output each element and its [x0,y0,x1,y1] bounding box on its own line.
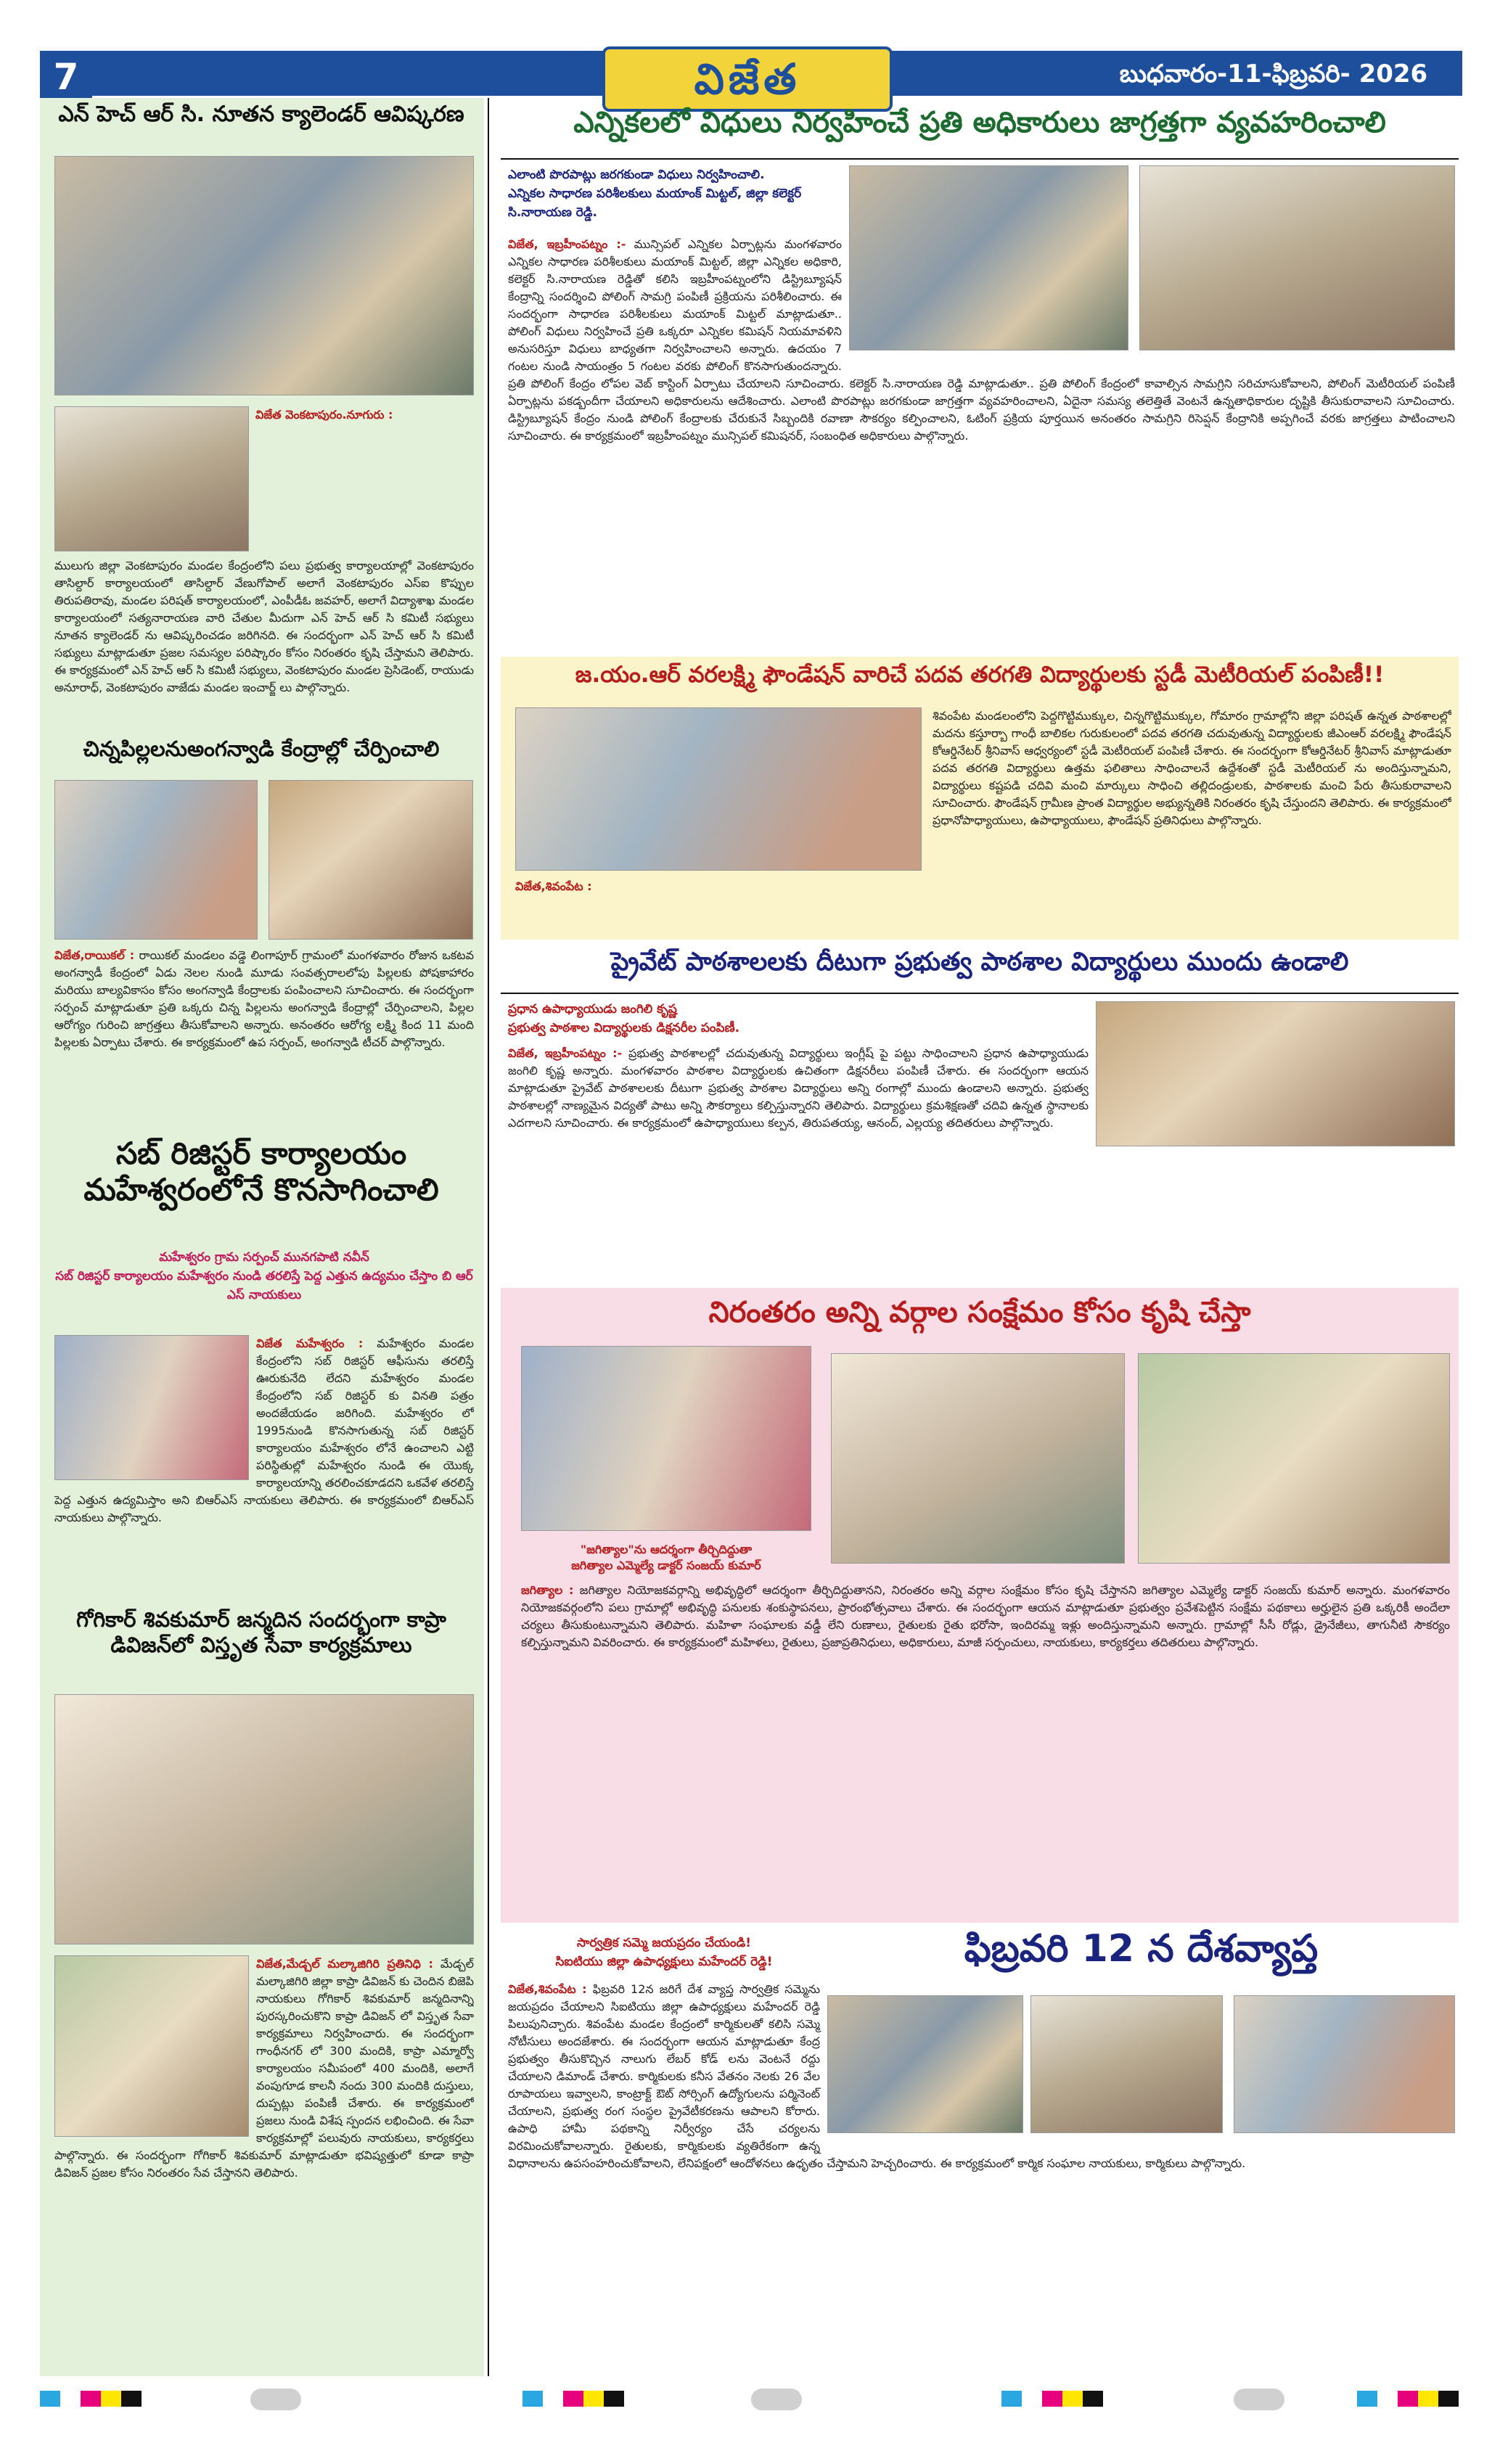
color-registration-bar [522,2391,668,2408]
dateline: విజేత, ఇబ్రహీంపట్నం :- [508,237,626,251]
headline-nhrc-calendar: ఎన్ హెచ్ ఆర్ సి. నూతన క్యాలెండర్ ఆవిష్కరణ [58,102,464,127]
photo-wrap-spacer [1089,1045,1455,1154]
headline-government-school: ప్రైవేట్ పాఠశాలలకు దీటుగా ప్రభుత్వ పాఠశాల విద్యార్థులు ముందు ఉండాలి [610,948,1349,977]
logo-text: విజేత [694,54,801,104]
photo-anganwadi-2 [269,780,473,940]
photo-wrap-spacer [515,707,933,898]
story-government-school-body [508,1045,1455,1281]
photo-wrap-spacer [54,1955,256,2143]
dateline: విజేత,మేడ్చల్ మల్కాజిగిరి ప్రతినిధి : [256,1957,433,1971]
caption-welfare: "జగిత్యాల"ను ఆదర్శంగా తీర్చిదిద్దుతా జగిత్యాల ఎమ్మెల్యే డాక్టర్ సంజయ్ కుమార్ [571,1543,761,1572]
headline-study-material: జ.యం.ఆర్ వరలక్ష్మి ఫౌండేషన్ వారిచే పదవ తరగతి విద్యార్థులకు స్టడీ మెటీరియల్ పంపిణీ!! [575,662,1385,688]
deck-sub-registrar: మహేశ్వరం గ్రామ సర్పంచ్ మునగపాటి నవీన్ సబ్ రిజిస్టర్ కార్యాలయం మహేశ్వరం నుండి తరలిస్తే పెద్ద ఎత్తున ఉద్యమం చేస్తాం బి ఆర్ ఎస్ నాయకులు [55,1250,473,1302]
magenta-swatch [81,2391,101,2407]
photo-welfare-meeting [521,1346,811,1531]
headline-service-programs: గోగికార్ శివకుమార్ జన్మదిన సందర్భంగా కాప్రా డివిజన్‌లో విస్తృత సేవా కార్యక్రమాలు [76,1607,446,1657]
story-study-material-body [515,707,1451,936]
story-election-body [508,236,1455,646]
story-text: ప్రభుత్వ పాఠశాలల్లో చదువుతున్న విద్యార్థులు ఇంగ్లీష్ పై పట్టు సాధించాలని ప్రధాన ఉపాధ్యాయుడు జంగిలి కృష్ణ అన్నారు. మంగళవారం పాఠశాల విద్యార్థులకు ఉచితంగా డిక్షనరీలు పంపిణీ చేశారు. ఈ సందర్భంగా ఆయన మాట్లాడుతూ ప్రైవేట్ పాఠశాలలకు దీటుగా ప్రభుత్వ పాఠశాల విద్యార్థులు అన్ని రంగాల్లో ముందు ఉండాలని అన్నారు. ప్రభుత్వ పాఠశాలల్లో నాణ్యమైన విద్యతో పాటు అన్ని సౌకర్యాలు కల్పిస్తున్నారని తెలిపారు. విద్యార్థులు క్రమశిక్షణతో చదివి ఉన్నత స్థానాలకు ఎదగాలని సూచించారు. ఈ కార్యక్రమంలో ఉపాధ్యాయులు కల్పన, తిరుపతయ్య, ఆనంద్, ఎల్లయ్య తదితరులు పాల్గొన్నారు. [508,1046,1089,1130]
issue-date: బుధవారం-11-ఫిబ్రవరి- 2026 [1099,57,1448,91]
headline-national-strike: ఫిబ్రవరి 12 న దేశవ్యాప్త [964,1927,1319,1971]
story-text: శివంపేట మండలంలోని పెద్దగొట్టిముక్కుల, చిన్నగొట్టిముక్కుల, గోమారం గ్రామాల్లోని జిల్లా పరిషత్ ఉన్నత పాఠశాలల్లో మదను కస్తూర్బా గాంధీ బాలికల గురుకులంలో పదవ తరగతి చదువుతున్న విద్యార్థులకు జీఎంఆర్ వరలక్ష్మి ఫౌండేషన్ కోఆర్డినేటర్ శ్రీనివాస్ ఆధ్వర్యంలో స్టడీ మెటీరియల్ పంపిణీ చేశారు. ఈ సందర్భంగా కోఆర్డినేటర్ శ్రీనివాస్ మాట్లాడుతూ పదవ తరగతి విద్యార్థులు ఉత్తమ ఫలితాలు సాధించాలనే ఉద్దేశంతో స్టడీ మెటీరియల్ ను అందిస్తున్నామని, విద్యార్థులు కష్టపడి చదివి మంచి మార్కులు సాధించి తల్లిదండ్రులకు, పాఠశాలకు మంచి పేరు తీసుకురావాలని సూచించారు. ఫౌండేషన్ గ్రామీణ ప్రాంత విద్యార్థుల అభ్యున్నతికి నిరంతరం కృషి చేస్తుందని తెలిపారు. ఈ కార్యక్రమంలో ప్రధానోపాధ్యాయులు, ఉపాధ్యాయులు, ఫౌండేషన్ ప్రతినిధులు పాల్గొన్నారు. [933,709,1451,827]
rule [501,158,1459,160]
rule [501,993,1459,994]
dateline: విజేత వెంకటాపురం.నూగురు : [255,408,393,422]
magenta-swatch [1042,2391,1062,2407]
deck-strike: సార్వత్రిక సమ్మె జయప్రదం చేయండి! సిఐటియు జిల్లా ఉపాధ్యక్షులు మహేందర్ రెడ్డి! [555,1936,773,1969]
yellow-swatch [101,2391,121,2407]
black-swatch [121,2391,142,2407]
magenta-swatch [563,2391,583,2407]
newspaper-logo [602,46,893,112]
photo-wrap-spacer [820,1981,1455,2140]
story-text: మున్సిపల్ ఎన్నికల ఏర్పాట్లను మంగళవారం ఎన్నికల సాధారణ పరిశీలకులు మయాంక్ మిట్టల్, జిల్లా ఎన్నికల అధికారి, కలెక్టర్ సి.నారాయణ రెడ్డితో కలిసి ఇబ్రహీంపట్నంలోని డిస్ట్రిబ్యూషన్ కేంద్రాన్ని సందర్శించి పోలింగ్ సామగ్రి పంపిణీ ప్రక్రియను పరిశీలించారు. ఈ సందర్భంగా సాధారణ పరిశీలకులు మయాంక్ మిట్టల్ మాట్లాడుతూ.. పోలింగ్ విధులు నిర్వహించే ప్రతి ఒక్కరూ ఎన్నికల కమిషన్ నియమావళిని అనుసరిస్తూ విధులు బాధ్యతగా నిర్వహించాలని అన్నారు. ఉదయం 7 గంటల నుండి సాయంత్రం 5 గంటల వరకు పోలింగ్ కొనసాగుతుందన్నారు. ప్రతి పోలింగ్ కేంద్రం లోపల వెబ్ కాస్టింగ్ ఏర్పాటు చేయాలని సూచించారు. కలెక్టర్ సి.నారాయణ రెడ్డి మాట్లాడుతూ.. ప్రతి పోలింగ్ కేంద్రంలో కావాల్సిన సామగ్రిని సరిచూసుకోవాలని, పోలింగ్ మెటీరియల్ పంపిణీ ఏర్పాట్లను పకడ్బందీగా చేయాలని అధికారులను ఆదేశించారు. ఎలాంటి పొరపాట్లు జరగకుండా జాగ్రత్తగా వ్యవహరించాలని, ఏదైనా సమస్య తలెత్తితే వెంటనే ఉన్నతాధికారుల దృష్టికి తీసుకురావాలని సూచించారు. డిస్ట్రిబ్యూషన్ కేంద్రం నుండి పోలింగ్ కేంద్రాలకు చేరుకునే సిబ్బందికి రవాణా సౌకర్యం కల్పించాలని, ఓటింగ్ ప్రక్రియ పూర్తయిన అనంతరం సామగ్రిని రిసెప్షన్ కేంద్రానికి అప్పగించే వరకు జాగ్రత్తలు పాటించాలని సూచించారు. ఈ కార్యక్రమంలో ఇబ్రహీంపట్నం మున్సిపల్ కమిషనర్, సంబంధిత అధికారులు పాల్గొన్నారు. [508,237,1455,443]
yellow-swatch [583,2391,604,2407]
dateline: విజేత,శివంపేట : [515,879,592,893]
dateline: విజేత, ఇబ్రహీంపట్నం :- [508,1046,623,1060]
photo-nhrc-calendar-launch [54,156,474,395]
cyan-swatch [1357,2391,1377,2407]
dateline: జగిత్యాల : [521,1583,574,1597]
headline-anganwadi: చిన్నపిల్లలనుఅంగన్వాడి కేంద్రాల్లో చేర్పించాలి [83,736,440,761]
color-registration-bar [1357,2391,1462,2408]
cyan-swatch [1001,2391,1022,2407]
cyan-swatch [40,2391,60,2407]
cyan-swatch [522,2391,543,2407]
story-text: రాయికల్ మండలం వడ్డె లింగాపూర్ గ్రామంలో మంగళవారం రోజున ఒకటవ అంగన్వాడీ కేంద్రంలో ఏడు నెలల నుండి మూడు సంవత్సరాలలోపు పిల్లలకు పోషకాహారం మరియు బాల్యవికాసం కోసం అంగన్వాడి కేంద్రాలకు పంపించాలని సూచించారు. ఈ సందర్భంగా సర్పంచ్ మాట్లాడుతూ ప్రతి ఒక్కరు చిన్న పిల్లలను అంగన్వాడి కేంద్రాల్లో చేర్పించాలని, పిల్లల ఆరోగ్యం గురించి జాగ్రత్తలు తీసుకోవాలని అన్నారు. అనంతరం ఆరోగ్య లక్ష్మి కింద 11 మంది పిల్లలకు ఏర్పాటు చేశారు. ఈ కార్యక్రమంలో ఉప సర్పంచ్, అంగన్వాడి టీచర్ పాల్గొన్నారు. [54,948,474,1049]
black-swatch [1083,2391,1103,2407]
registration-pill [250,2389,301,2410]
story-text: మహేశ్వరం మండల కేంద్రంలోని సబ్ రిజిస్టర్ ఆఫీసును తరలిస్తే ఊరుకునేది లేదని మహేశ్వరం మండల కేంద్రంలోని సబ్ రిజిస్టర్ కు వినతి పత్రం అందజేయడం జరిగింది. మహేశ్వరం లో 1995నుండి కొనసాగుతున్న సబ్ రిజిస్టర్ కార్యాలయం మహేశ్వరం లోనే ఉంచాలని ఎట్టి పరిస్థితుల్లో మహేశ్వరం నుండి ఈ యొక్క కార్యాలయాన్ని తరలించకూడదని ఒకవేళ తరలిస్తే పెద్ద ఎత్తున ఉద్యమిస్తాం అని బిఆర్ఎస్ నాయకులు తెలిపారు. ఈ కార్యక్రమంలో బిఆర్ఎస్ నాయకులు పాల్గొన్నారు. [54,1336,474,1524]
dateline: విజేత మహేశ్వరం : [256,1336,364,1350]
deck-government-school: ప్రధాన ఉపాధ్యాయుడు జంగిలి కృష్ణ ప్రభుత్వ పాఠశాల విద్యార్థులకు డిక్షనరీల పంపిణీ. [508,1002,740,1035]
story-sub-registrar-body [54,1335,474,1585]
registration-pill [1234,2389,1284,2410]
photo-welfare-felicitation [831,1353,1125,1564]
photo-service-programs-crowd [54,1694,474,1944]
story-text: ఫిబ్రవరి 12న జరిగే దేశ వ్యాప్త సార్వత్రిక సమ్మెను జయప్రదం చేయాలని సిఐటియు జిల్లా ఉపాధ్యక్షులు మహేందర్ రెడ్డి పిలుపునిచ్చారు. శివంపేట మండల కేంద్రంలో కార్మికులతో కలిసి సమ్మె నోటీసులు అందజేశారు. ఈ సందర్భంగా ఆయన మాట్లాడుతూ కేంద్ర ప్రభుత్వం తీసుకొచ్చిన నాలుగు లేబర్ కోడ్ లను వెంటనే రద్దు చేయాలని డిమాండ్ చేశారు. కార్మికులకు కనీస వేతనం నెలకు 26 వేల రూపాయలు ఇవ్వాలని, కాంట్రాక్ట్ ఔట్ సోర్సింగ్ ఉద్యోగులను పర్మినెంట్ చేయాలని, ప్రభుత్వ రంగ సంస్థల ప్రైవేటీకరణను ఆపాలని కోరారు. ఉపాధి హామీ పథకాన్ని నిర్వీర్యం చేసే చర్యలను విరమించుకోవాలన్నారు. రైతులకు, కార్మికులకు వ్యతిరేకంగా ఉన్న విధానాలను ఉపసంహరించుకోవాలని, లేనిపక్షంలో ఆందోళనలు ఉధృతం చేస్తామని హెచ్చరించారు. ఈ కార్యక్రమంలో కార్మిక సంఘాల నాయకులు, కార్మికులు పాల్గొన్నారు. [508,1982,1246,2170]
photo-anganwadi-1 [54,780,258,940]
black-swatch [1438,2391,1459,2407]
story-text: మేడ్చల్ మల్కాజిగిరి జిల్లా కాప్రా డివిజన్ కు చెందిన బిజెపి నాయకులు గోగికార్ శివకుమార్ జన్మదినాన్ని పురస్కరించుకొని కాప్రా డివిజన్ లో విస్తృత సేవా కార్యక్రమాలు నిర్వహించారు. ఈ సందర్భంగా గాంధీనగర్ లో 300 మందికి, కాప్రా ఎమ్మార్వో కార్యాలయం సమీపంలో 400 మందికి, అలాగే వంపుగూడ కాలనీ నందు 300 మందికి దుస్తులు, దుప్పట్లు పంపిణీ చేశారు. ఈ కార్యక్రమంలో ప్రజలు నుండి విశేష స్పందన లభించింది. ఈ సేవా కార్యక్రమాల్లో పలువురు నాయకులు, కార్యకర్తలు పాల్గొన్నారు. ఈ సందర్భంగా గోగికార్ శివకుమార్ మాట్లాడుతూ భవిష్యత్తులో కూడా కాప్రా డివిజన్ ప్రజల కోసం నిరంతరం సేవ చేస్తానని తెలిపారు. [54,1957,474,2180]
headline-sub-registrar: సబ్ రిజిస్టర్ కార్యాలయం మహేశ్వరంలోనే కొనసాగించాలి [83,1136,439,1208]
page-number: 7 [40,51,92,103]
white-swatch [60,2391,81,2407]
deck-election-duties: ఎలాంటి పొరపాట్లు జరగకుండా విధులు నిర్వహించాలి. ఎన్నికల సాధారణ పరిశీలకులు మయాంక్ మిట్టల్, జిల్లా కలెక్టర్ సి.నారాయణ రెడ్డి. [508,168,802,220]
story-anganwadi-body [54,947,474,1092]
white-swatch [1022,2391,1042,2407]
dateline: విజేత,రాయికల్ : [54,948,135,962]
column-divider [488,98,489,2376]
photo-welfare-foundation-stone [1138,1353,1450,1564]
black-swatch [604,2391,624,2407]
color-registration-bar [1001,2391,1147,2408]
color-registration-bar [40,2391,185,2408]
headline-welfare: నిరంతరం అన్ని వర్గాల సంక్షేమం కోసం కృషి చేస్తా [708,1296,1251,1329]
photo-wrap-spacer [54,1335,256,1486]
dateline: విజేత,శివంపేట : [508,1982,587,1996]
yellow-swatch [1418,2391,1438,2407]
magenta-swatch [1398,2391,1418,2407]
story-text: జగిత్యాల నియోజకవర్గాన్ని అభివృద్ధిలో ఆదర్శంగా తీర్చిదిద్దుతానని, నిరంతరం అన్ని వర్గాల సంక్షేమం కోసం కృషి చేస్తానని జగిత్యాల ఎమ్మెల్యే డాక్టర్ సంజయ్ కుమార్ అన్నారు. మంగళవారం నియోజకవర్గంలోని పలు గ్రామాల్లో అభివృద్ధి పనులకు శంకుస్థాపనలు, ప్రారంభోత్సవాలు చేశారు. ఈ సందర్భంగా ఆయన మాట్లాడుతూ ప్రభుత్వం ప్రవేశపెట్టిన సంక్షేమ పథకాలు అర్హులైన ప్రతి ఒక్కరికీ అందేలా చర్యలు తీసుకుంటున్నామని తెలిపారు. మహిళా సంఘాలకు వడ్డీ లేని రుణాలు, రైతులకు రైతు భరోసా, ఇందిరమ్మ ఇళ్లు అందిస్తున్నామని అన్నారు. గ్రామాల్లో సీసీ రోడ్లు, డ్రైనేజీలు, తాగునీటి సౌకర్యం కల్పిస్తున్నామని వివరించారు. ఈ కార్యక్రమంలో మహిళలు, రైతులు, ప్రజాప్రతినిధులు, అధికారులు, మాజీ సర్పంచులు, నాయకులు, కార్యకర్తలు తదితరులు పాల్గొన్నారు. [521,1583,1450,1649]
story-nhrc-calendar-body: ములుగు జిల్లా వెంకటాపురం మండల కేంద్రంలోని పలు ప్రభుత్వ కార్యాలయాల్లో వెంకటాపురం తాసిల్దార్ కార్యాలయంలో తాసిల్దార్ వేణుగోపాల్ అలాగే వెంకటాపురం ఎస్ఐ కొప్పుల తిరుపతిరావు, మండల పరిషత్ కార్యాలయంలో, ఎంపీడీఓ జవహర్, అలాగే విద్యాశాఖ మండల కార్యాలయంలో సత్యనారాయణ వారి చేతుల మీదుగా ఎన్ హెచ్ ఆర్ సి కమిటీ సభ్యులు నూతన క్యాలెండర్ ను ఆవిష్కరించడం జరిగినది. ఈ సందర్భంగా ఎన్ హెచ్ ఆర్ సి కమిటీ సభ్యులు మాట్లాడుతూ ప్రజల సమస్యల పరిష్కారం కోసం నిరంతరం కృషి చేస్తామని తెలిపారు. ఈ కార్యక్రమంలో ఎన్ హెచ్ ఆర్ సి కమిటీ సభ్యులు, వెంకటాపురం మండల ప్రెసిడెంట్, రాయుడు అనూరాధ్, వెంకటాపురం వాజేడు మండల ఇంచార్జ్ లు పాల్గొన్నారు. [54,559,474,694]
story-welfare-body [521,1582,1450,1912]
white-swatch [543,2391,563,2407]
story-service-programs-body [54,1955,474,2369]
yellow-swatch [1062,2391,1083,2407]
registration-pill [751,2389,802,2410]
story-strike-body [508,1981,1455,2373]
white-swatch [1377,2391,1398,2407]
photo-wrap-spacer [842,236,1455,359]
headline-election-duties: ఎన్నికలలో విధులు నిర్వహించే ప్రతి అధికారులు జాగ్రత్తగా వ్యవహరించాలి [573,106,1386,139]
